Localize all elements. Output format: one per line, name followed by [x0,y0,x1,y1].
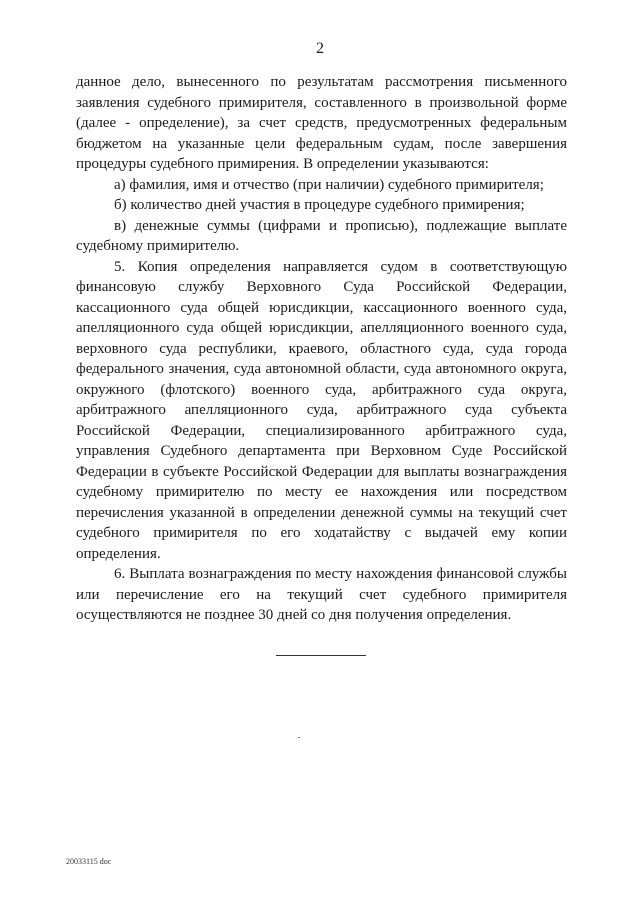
scan-speck [298,737,300,738]
end-separator-line [276,655,366,656]
list-item-c: в) денежные суммы (цифрами и прописью), подлежащие выплате судебному примирителю. [76,217,567,254]
paragraph-5: 5. Копия определения направляется судом в соответствующую финансовую службу Верховного Суда Российской Федерации, кассационного суда общей юрисдикции, кассационного военного суда, апелляционного суда общей юрисдикции, апелляционного военного суда, верховного суда республики, краевого, областного суда, суда города федерального значения, суда автономной области, суда автономного округа, окружного (флотского) военного суда, арбитражного суда округа, арбитражного апелляционного суда, арбитражного суда субъекта Российской Федерации, специализированного арбитражного суда, управления Судебного департамента при Верховном Суде Российской Федерации в субъекте Российской Федерации для выплаты вознаграждения судебному примирителю по месту ее нахождения или посредством перечисления указанной в определении денежной суммы на текущий счет судебного примирителя по его ходатайству с выдачей ему копии определения. [76,258,567,562]
document-file-code: 20033115 doc [66,857,112,866]
document-body [76,72,567,626]
paragraph-continuation: данное дело, вынесенного по результатам рассмотрения письменного заявления судебного примирителя, составленного в произвольной форме (далее - определение), за счет средств, предусмотренных федеральным бюджетом на указанные цели федеральным судам, после завершения процедуры судебного примирения. В определении указываются: [76,74,567,172]
paragraph-6: 6. Выплата вознаграждения по месту нахождения финансовой службы или перечисление его на текущий счет судебного примирителя осуществляются не позднее 30 дней со дня получения определения. [76,566,567,623]
list-item-b: б) количество дней участия в процедуре судебного примирения; [114,197,525,213]
page-number: 2 [316,40,324,57]
list-item-a: а) фамилия, имя и отчество (при наличии) судебного примирителя; [114,176,544,193]
